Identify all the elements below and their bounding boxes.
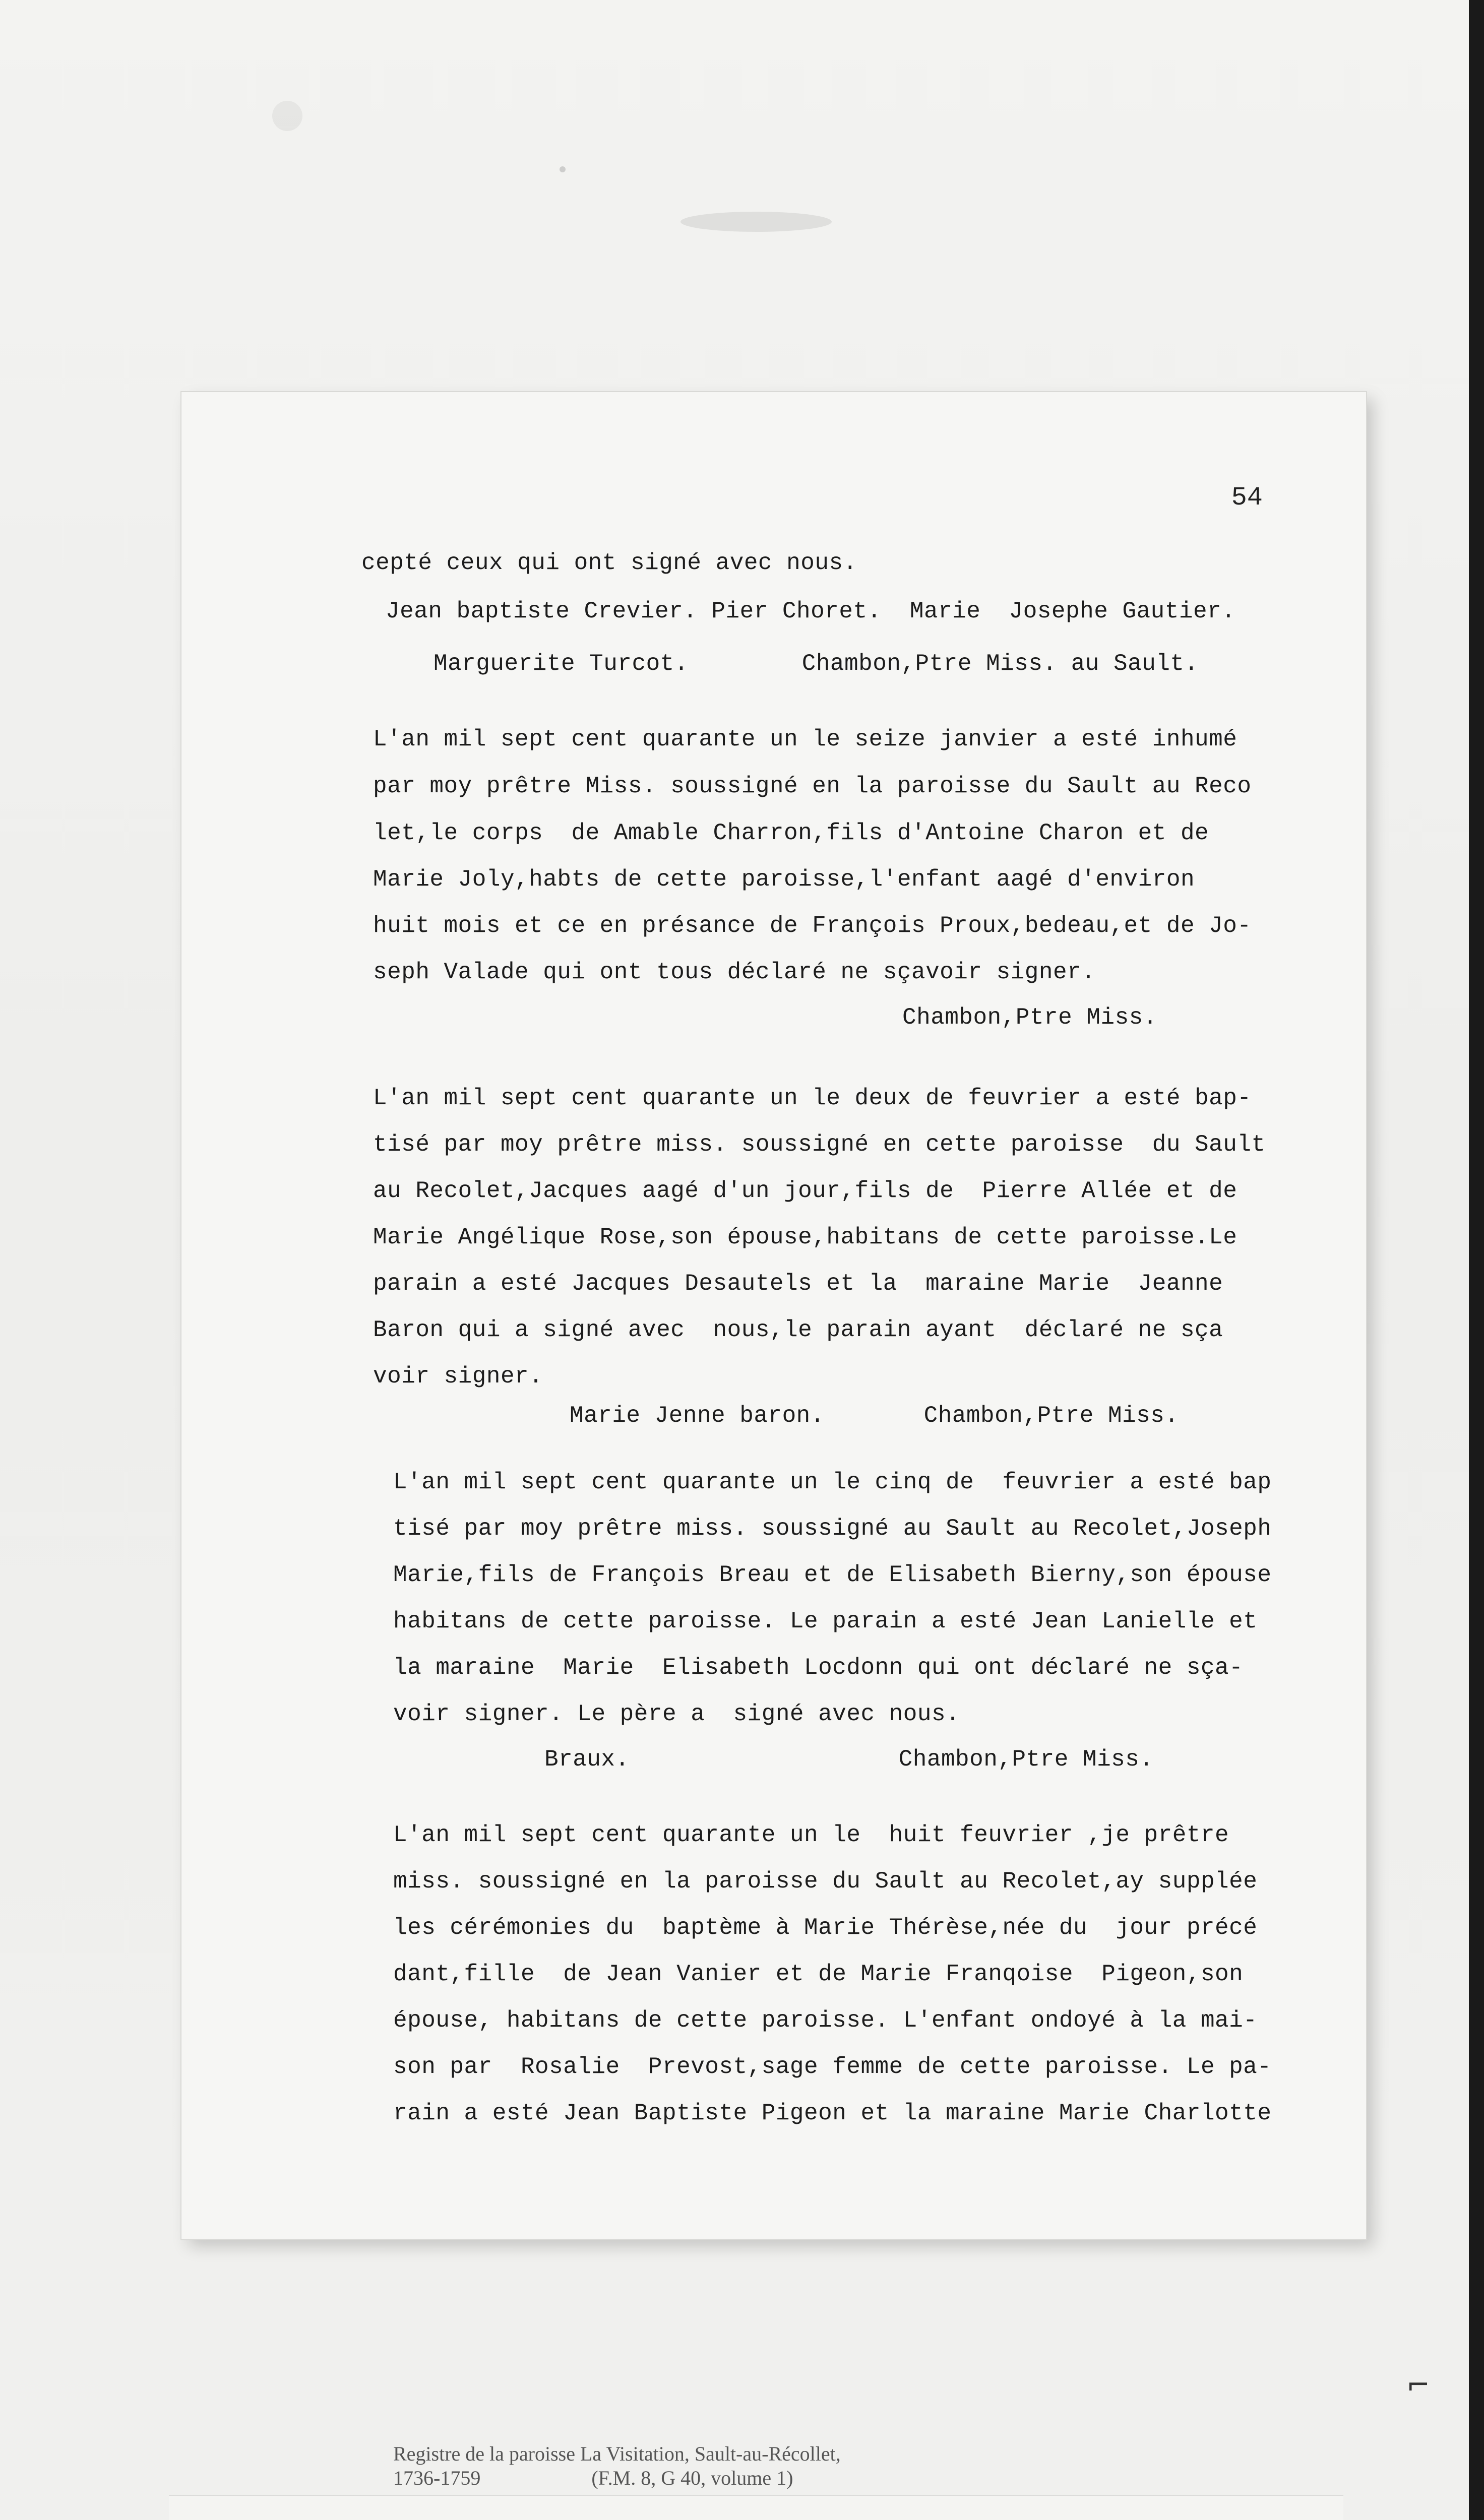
page-number: 54 xyxy=(1231,483,1263,513)
text-line: rain a esté Jean Baptiste Pigeon et la maraine Marie Charlotte xyxy=(393,2100,1272,2126)
caption-line-2: 1736-1759 (F.M. 8, G 40, volume 1) xyxy=(393,2467,793,2489)
dust-mark xyxy=(560,166,566,172)
text-line: la maraine Marie Elisabeth Locdonn qui ont déclaré ne sça- xyxy=(393,1655,1244,1681)
text-line: Baron qui a signé avec nous,le parain ayant déclaré ne sça xyxy=(373,1317,1223,1343)
text-line: L'an mil sept cent quarante un le cinq de feuvrier a esté bap xyxy=(393,1469,1272,1495)
text-line: voir signer. Le père a signé avec nous. xyxy=(393,1701,960,1727)
scan-edge-right xyxy=(1469,0,1484,2520)
text-line: seph Valade qui ont tous déclaré ne sçavoir signer. xyxy=(373,959,1096,985)
text-line: dant,fille de Jean Vanier et de Marie Franqoise Pigeon,son xyxy=(393,1961,1244,1987)
text-line: Marie,fils de François Breau et de Elisabeth Bierny,son épouse xyxy=(393,1562,1272,1588)
text-line: Marie Angélique Rose,son épouse,habitans de cette paroisse.Le xyxy=(373,1224,1238,1250)
text-line: huit mois et ce en présance de François Proux,bedeau,et de Jo- xyxy=(373,913,1252,939)
text-line: tisé par moy prêtre miss. soussigné en cette paroisse du Sault xyxy=(373,1131,1266,1158)
text-line: son par Rosalie Prevost,sage femme de cette paroisse. Le pa- xyxy=(393,2054,1272,2080)
text-line: les cérémonies du baptème à Marie Thérèse,née du jour précé xyxy=(393,1915,1258,1941)
text-line: L'an mil sept cent quarante un le seize janvier a esté inhumé xyxy=(373,726,1238,752)
text-line: Jean baptiste Crevier. Pier Choret. Marie Josephe Gautier. xyxy=(386,598,1236,624)
text-line: au Recolet,Jacques aagé d'un jour,fils de Pierre Allée et de xyxy=(373,1178,1238,1204)
dust-mark xyxy=(272,101,302,131)
archives-stamp xyxy=(169,2495,1343,2520)
text-line: épouse, habitans de cette paroisse. L'enfant ondoyé à la mai- xyxy=(393,2007,1258,2034)
dust-mark xyxy=(681,212,832,232)
text-line: cepté ceux qui ont signé avec nous. xyxy=(361,550,857,576)
signature-line: Chambon,Ptre Miss. xyxy=(902,1004,1157,1031)
text-line: tisé par moy prêtre miss. soussigné au Sault au Recolet,Joseph xyxy=(393,1516,1272,1542)
typed-text xyxy=(181,392,1366,2239)
text-line: L'an mil sept cent quarante un le huit feuvrier ,je prêtre xyxy=(393,1822,1229,1848)
caption-line-1: Registre de la paroisse La Visitation, Sault-au-Récollet, xyxy=(393,2442,841,2465)
text-line: par moy prêtre Miss. soussigné en la paroisse du Sault au Reco xyxy=(373,773,1252,799)
text-line: voir signer. xyxy=(373,1363,543,1390)
text-line: Marie Joly,habts de cette paroisse,l'enfant aagé d'environ xyxy=(373,866,1195,893)
text-line: habitans de cette paroisse. Le parain a esté Jean Lanielle et xyxy=(393,1608,1258,1634)
corner-mark: ⌐ xyxy=(1406,2369,1430,2402)
text-line: Marguerite Turcot. Chambon,Ptre Miss. au Sault. xyxy=(434,651,1199,677)
text-line: let,le corps de Amable Charron,fils d'Antoine Charon et de xyxy=(373,820,1209,846)
text-line: L'an mil sept cent quarante un le deux de feuvrier a esté bap- xyxy=(373,1085,1252,1111)
register-page xyxy=(181,392,1366,2239)
signature-line: Marie Jenne baron. Chambon,Ptre Miss. xyxy=(570,1403,1179,1429)
archive-caption xyxy=(393,2442,841,2490)
signature-line: Braux. Chambon,Ptre Miss. xyxy=(544,1746,1154,1773)
text-line: parain a esté Jacques Desautels et la maraine Marie Jeanne xyxy=(373,1271,1223,1297)
text-line: miss. soussigné en la paroisse du Sault au Recolet,ay supplée xyxy=(393,1868,1258,1895)
